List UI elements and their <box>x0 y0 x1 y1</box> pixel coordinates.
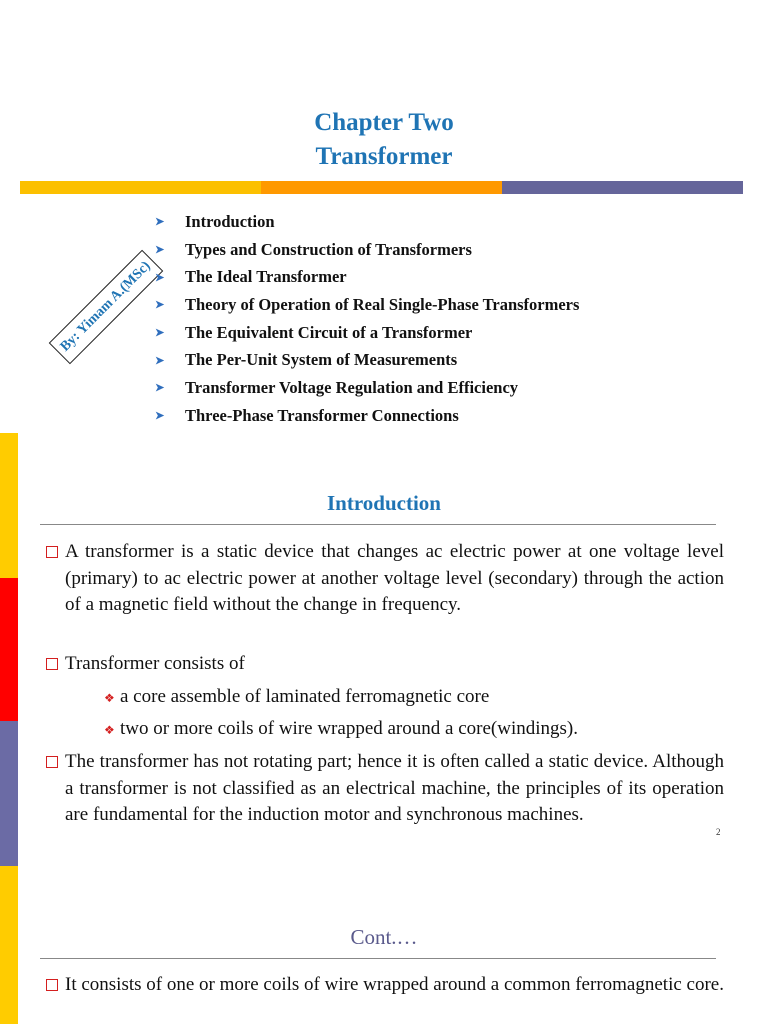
toc-item <box>155 263 579 291</box>
red-square-bullet-icon <box>45 978 59 992</box>
side-strip-red <box>0 578 18 721</box>
cont-paragraph-1: It consists of one or more coils of wire wrapped around a common ferromagnetic core. <box>65 974 724 995</box>
arrow-bullet-icon: ➤ <box>155 382 165 395</box>
toc-item-label: Transformer Voltage Regulation and Efficiency <box>185 377 519 397</box>
toc-item <box>155 402 579 430</box>
red-square-bullet-icon <box>45 545 59 559</box>
chapter-subtitle: Transformer <box>315 143 453 170</box>
heading-divider <box>40 524 716 525</box>
arrow-bullet-icon: ➤ <box>155 299 165 312</box>
arrow-bullet-icon: ➤ <box>155 327 165 340</box>
red-square-bullet-icon <box>45 755 59 769</box>
cont-heading: Cont.… <box>350 925 418 949</box>
section-heading: Introduction <box>327 491 441 515</box>
arrow-bullet-icon: ➤ <box>155 271 165 284</box>
arrow-bullet-icon: ➤ <box>155 410 165 423</box>
toc-item-label: The Per-Unit System of Measurements <box>185 350 458 370</box>
toc-item <box>155 208 579 236</box>
author-stamp <box>49 250 164 365</box>
toc-item-label: Three-Phase Transformer Connections <box>185 405 459 425</box>
side-strip-purple <box>0 721 18 866</box>
table-of-contents <box>155 208 579 430</box>
cont-divider <box>40 958 716 959</box>
arrow-bullet-icon: ➤ <box>155 216 165 229</box>
header-bar-orange <box>261 181 502 194</box>
toc-item-label: Introduction <box>185 211 275 231</box>
red-square-bullet-icon <box>45 657 59 671</box>
red-diamond-bullet-icon: ❖ <box>104 691 115 705</box>
toc-item-label: Theory of Operation of Real Single-Phase Transformers <box>185 294 580 314</box>
author-text: By: Yimam A.(MSc) <box>57 258 154 355</box>
sub-item <box>104 684 489 711</box>
toc-item <box>155 374 579 402</box>
toc-item-label: Types and Construction of Transformers <box>185 239 472 259</box>
intro-paragraph-3: The transformer has not rotating part; hence it is often called a static device. Although a transformer is not classified as an electrical machine, the principles of its operation are fundamental for the induction motor and synchronous machines. <box>65 751 724 825</box>
toc-item-label: The Ideal Transformer <box>185 267 347 287</box>
header-bar-purple <box>502 181 743 194</box>
red-diamond-bullet-icon: ❖ <box>104 723 115 737</box>
toc-item <box>155 291 579 319</box>
page-number: 2 <box>716 827 721 837</box>
sub-item-text: a core assemble of laminated ferromagnetic core <box>120 686 490 707</box>
arrow-bullet-icon: ➤ <box>155 354 165 367</box>
arrow-bullet-icon: ➤ <box>155 244 165 257</box>
intro-paragraph-1: A transformer is a static device that changes ac electric power at one voltage level (primary) to ac electric power at another voltage level (secondary) through the action of a magnetic field without the change in frequency. <box>65 541 724 615</box>
sub-item-text: two or more coils of wire wrapped around a core(windings). <box>120 718 578 739</box>
toc-item <box>155 319 579 347</box>
header-bar-yellow <box>20 181 261 194</box>
toc-item <box>155 346 579 374</box>
chapter-title: Chapter Two <box>314 109 454 136</box>
sub-item <box>104 716 578 743</box>
header-color-bar <box>20 181 743 194</box>
toc-item <box>155 236 579 264</box>
toc-item-label: The Equivalent Circuit of a Transformer <box>185 322 473 342</box>
intro-paragraph-2: Transformer consists of <box>65 653 245 674</box>
